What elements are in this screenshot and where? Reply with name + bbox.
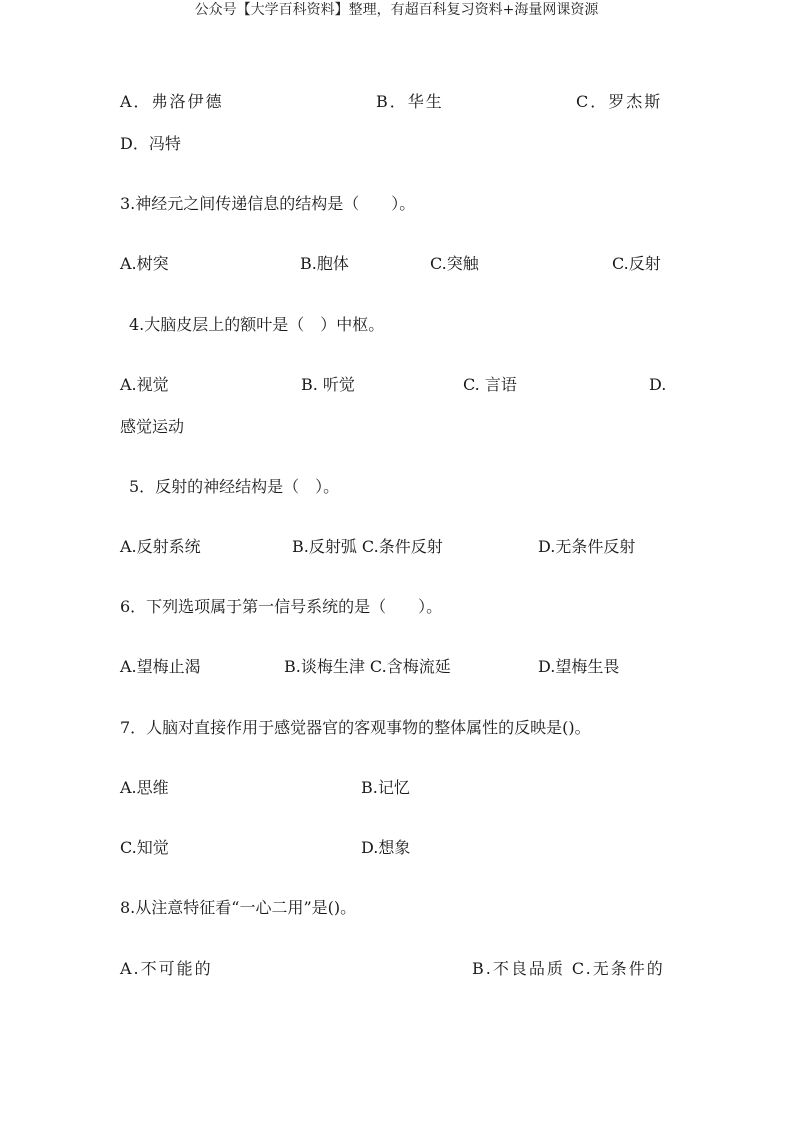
q4-option-d-text: 感觉运动 [120,417,185,436]
q3-stem: 3.神经元之间传递信息的结构是（ ）。 [120,194,416,213]
q4-option-b: B. 听觉 [301,375,355,394]
q3-option-d: C.反射 [612,254,661,273]
q2-option-c: C．罗杰斯 [576,92,663,111]
q5-option-a: A.反射系统 [120,537,201,556]
page-header: 公众号【大学百科资料】整理，有超百科复习资料+海量网课资源 [194,2,599,18]
q6-option-a: A.望梅止渴 [120,657,201,676]
q3-option-b: B.胞体 [300,254,349,273]
q5-option-d: D.无条件反射 [538,537,636,556]
q2-option-d: D．冯特 [120,134,181,153]
q4-stem: 4.大脑皮层上的额叶是（ ）中枢。 [129,315,385,334]
q6-option-d: D.望梅生畏 [538,657,620,676]
q4-option-a: A.视觉 [120,375,169,394]
q2-option-b: B．华生 [376,92,444,111]
q7-option-b: B.记忆 [361,778,410,797]
q7-option-a: A.思维 [120,778,169,797]
q8-stem: 8.从注意特征看“一心二用”是()。 [120,898,357,917]
q3-option-a: A.树突 [120,254,169,273]
q2-option-a: A．弗洛伊德 [120,92,224,111]
q4-option-d-prefix: D. [649,375,667,394]
q8-option-a: A.不可能的 [120,959,213,978]
q3-option-c: C.突触 [430,254,479,273]
q5-option-bc: B.反射弧 C.条件反射 [292,537,443,556]
q4-option-c: C. 言语 [463,375,517,394]
q7-option-d: D.想象 [361,838,411,857]
q5-stem: 5．反射的神经结构是（ ）。 [129,477,340,496]
q6-stem: 6．下列选项属于第一信号系统的是（ ）。 [120,597,443,616]
q7-stem: 7．人脑对直接作用于感觉器官的客观事物的整体属性的反映是()。 [120,718,591,737]
q7-option-c: C.知觉 [120,838,169,857]
q6-option-bc: B.谈梅生津 C.含梅流延 [284,657,451,676]
q8-option-bc: B.不良品质 C.无条件的 [472,959,665,978]
